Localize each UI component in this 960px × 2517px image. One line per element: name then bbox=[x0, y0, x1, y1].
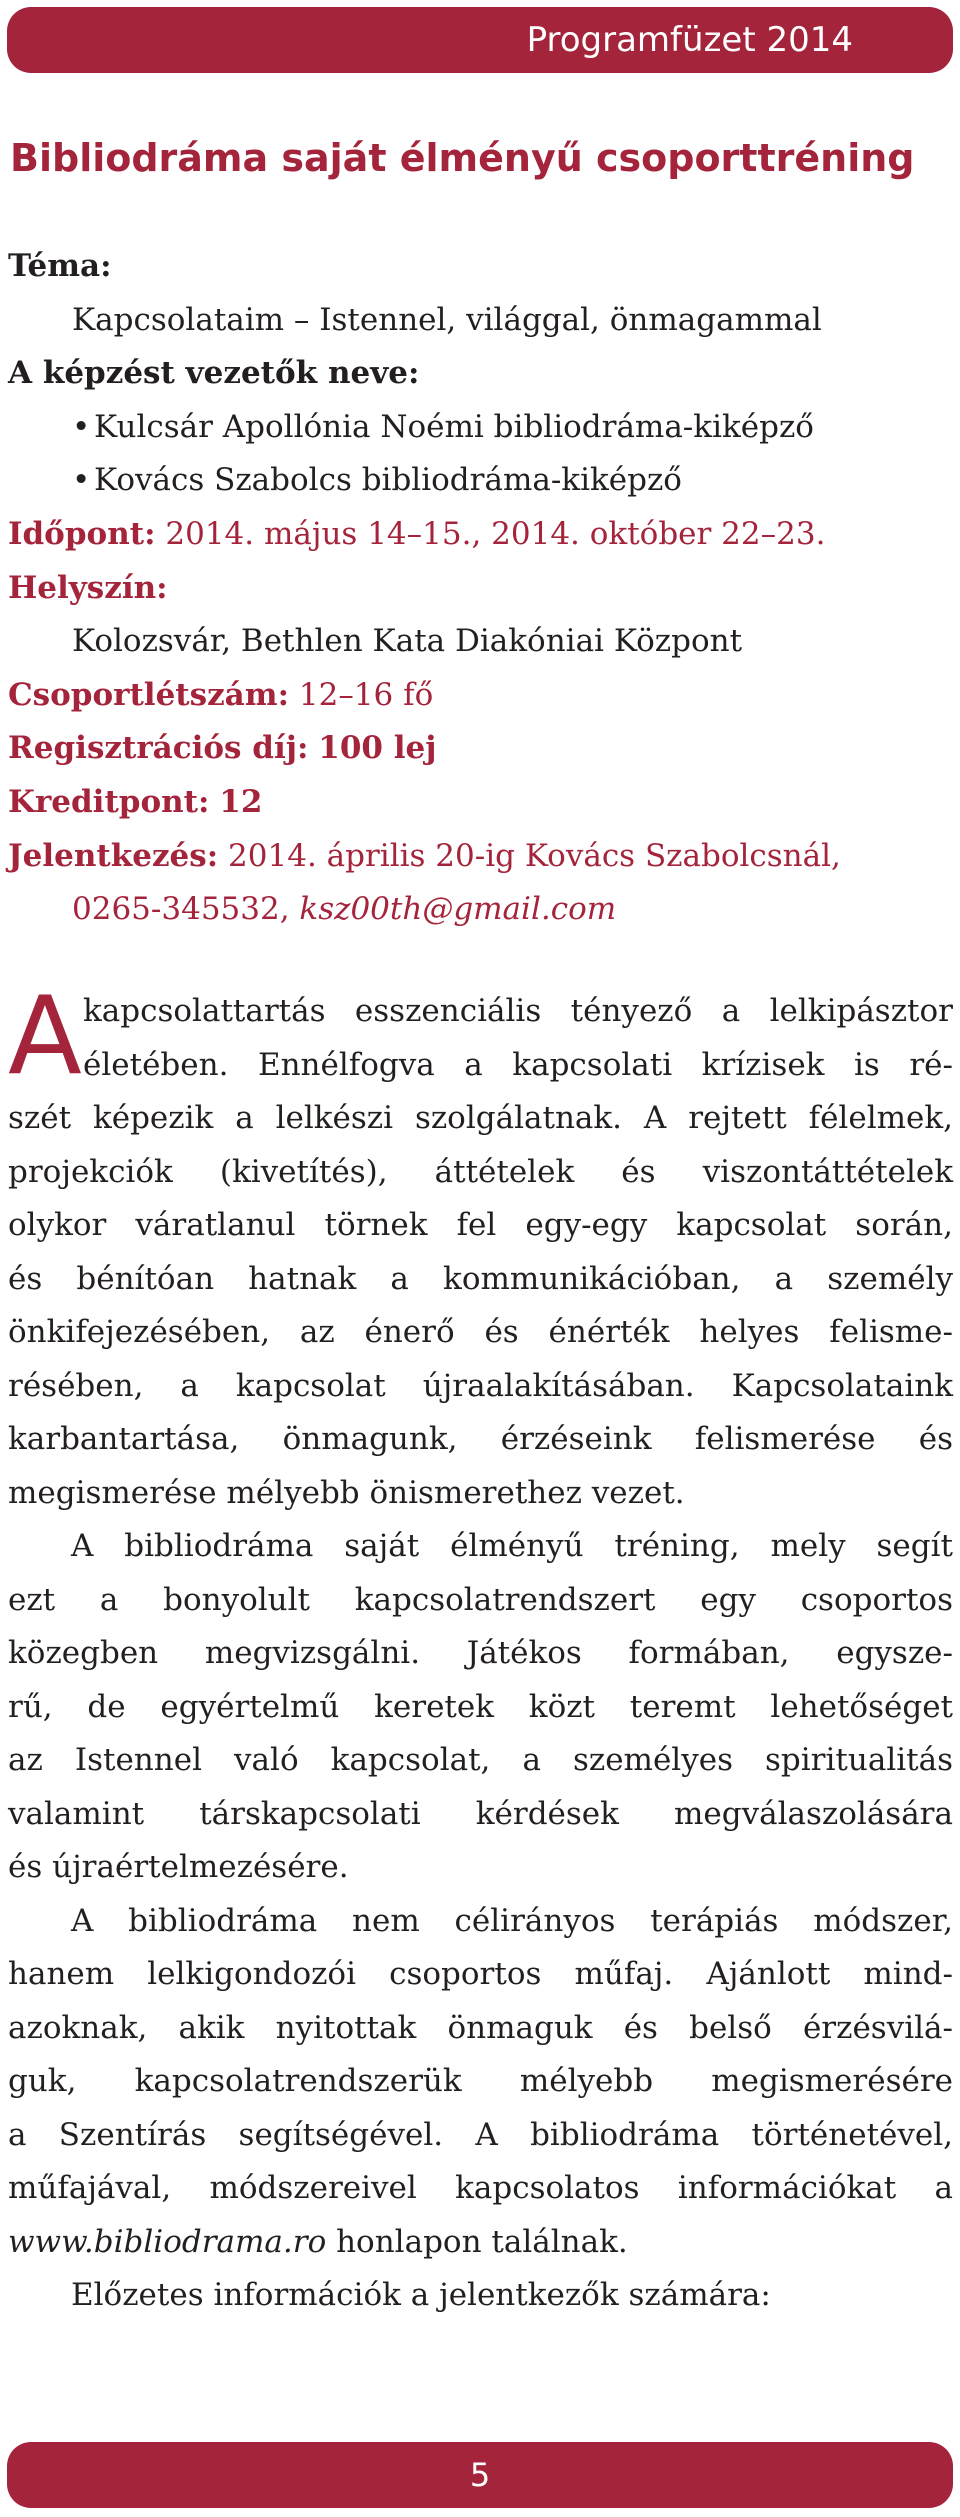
bullet-icon: • bbox=[72, 408, 91, 445]
text-line: hanem lelkigondozói csoportos műfaj. Ajánlott mind- bbox=[8, 1956, 953, 1992]
text-line: szét képezik a lelkészi szolgálatnak. A rejtett félelmek, bbox=[8, 1100, 953, 1136]
phone-number: 0265-345532, bbox=[72, 891, 290, 928]
page-number: 5 bbox=[469, 2456, 491, 2494]
text-line: és bénítóan hatnak a kommunikációban, a személy bbox=[8, 1260, 953, 1297]
leader-item bbox=[8, 454, 953, 508]
footer-bar bbox=[7, 2442, 953, 2508]
jelentkezes-value: 2014. április 20-ig Kovács Szabolcsnál, bbox=[228, 837, 841, 874]
tema-label: Téma: bbox=[8, 248, 112, 284]
letszam-row bbox=[8, 669, 953, 723]
text-line: projekciók (kivetítés), áttételek és viszontáttételek bbox=[8, 1153, 953, 1190]
text-line: valamint társkapcsolati kérdések megválaszolására bbox=[8, 1795, 953, 1832]
dij-label: Regisztrációs díj: bbox=[8, 730, 309, 767]
text-line: azoknak, akik nyitottak önmaguk és belső érzésvilá- bbox=[8, 2009, 953, 2046]
kredit-label: Kreditpont: bbox=[8, 783, 210, 820]
text-line: guk, kapcsolatrendszerük mélyebb megismerésére bbox=[8, 2063, 953, 2099]
jelentkezes-row bbox=[8, 830, 953, 884]
dij-row bbox=[8, 722, 953, 776]
text-line: közegben megvizsgálni. Játékos formában, egysze- bbox=[8, 1635, 953, 1671]
text-line: rű, de egyértelmű keretek közt teremt lehetőséget bbox=[8, 1688, 953, 1725]
page-title: Bibliodráma saját élményű csoporttréning bbox=[10, 136, 915, 180]
helyszin-row bbox=[8, 562, 953, 616]
leader-item bbox=[8, 401, 953, 455]
bullet-icon: • bbox=[72, 462, 91, 499]
body-text bbox=[8, 974, 953, 2323]
info-block bbox=[8, 240, 953, 937]
text-line: életében. Ennélfogva a kapcsolati krízisek is ré- bbox=[83, 1046, 953, 1083]
leader-name: Kulcsár Apollónia Noémi bibliodráma-kiképző bbox=[94, 408, 814, 445]
text-line: önkifejezésében, az énerő és énérték helyes felisme- bbox=[8, 1314, 953, 1350]
tema-row bbox=[8, 240, 953, 294]
website-link[interactable]: www.bibliodrama.ro bbox=[8, 2223, 327, 2260]
text-line bbox=[8, 2216, 953, 2270]
leaders-label: A képzést vezetők neve: bbox=[8, 355, 420, 392]
text-line: az Istennel való kapcsolat, a személyes spiritualitás bbox=[8, 1742, 953, 1778]
idopont-row bbox=[8, 508, 953, 562]
text-line: A bibliodráma saját élményű tréning, mely segít bbox=[71, 1528, 953, 1564]
idopont-label: Időpont: bbox=[8, 515, 156, 552]
drop-cap: A bbox=[8, 974, 82, 1099]
contact-row bbox=[8, 883, 953, 937]
leaders-row bbox=[8, 347, 953, 401]
text-line: a Szentírás segítségével. A bibliodráma történetével, bbox=[8, 2116, 953, 2153]
text-line: kapcsolattartás esszenciális tényező a lelkipásztor bbox=[83, 993, 953, 1029]
tema-value: Kapcsolataim – Istennel, világgal, önmagammal bbox=[72, 301, 822, 338]
kredit-row bbox=[8, 776, 953, 830]
text-line: Előzetes információk a jelentkezők számára: bbox=[71, 2277, 771, 2313]
text-line: karbantartása, önmagunk, érzéseink felismerése és bbox=[8, 1421, 953, 1457]
text-line: megismerése mélyebb önismerethez vezet. bbox=[8, 1474, 685, 1511]
email-link[interactable]: ksz00th@gmail.com bbox=[299, 891, 617, 928]
text-line: A bibliodráma nem célirányos terápiás módszer, bbox=[71, 1902, 953, 1939]
text-line: és újraértelmezésére. bbox=[8, 1849, 349, 1885]
letszam-value: 12–16 fő bbox=[298, 676, 434, 713]
text-line: műfajával, módszereivel kapcsolatos információkat a bbox=[8, 2170, 953, 2206]
header-bar bbox=[7, 7, 953, 73]
idopont-value: 2014. május 14–15., 2014. október 22–23. bbox=[165, 515, 826, 552]
leader-name: Kovács Szabolcs bibliodráma-kiképző bbox=[94, 462, 682, 499]
helyszin-label: Helyszín: bbox=[8, 569, 168, 606]
text-line: olykor váratlanul törnek fel egy-egy kapcsolat során, bbox=[8, 1207, 953, 1243]
header-label: Programfüzet 2014 bbox=[526, 20, 853, 60]
site-suffix: honlapon találnak. bbox=[326, 2223, 628, 2260]
jelentkezes-label: Jelentkezés: bbox=[8, 837, 219, 874]
kredit-value: 12 bbox=[219, 783, 263, 820]
text-line: résében, a kapcsolat újraalakításában. Kapcsolataink bbox=[8, 1367, 953, 1404]
helyszin-value: Kolozsvár, Bethlen Kata Diakóniai Központ bbox=[72, 623, 743, 660]
text-line: ezt a bonyolult kapcsolatrendszert egy csoportos bbox=[8, 1581, 953, 1618]
letszam-label: Csoportlétszám: bbox=[8, 676, 290, 713]
dij-value: 100 lej bbox=[318, 730, 437, 767]
